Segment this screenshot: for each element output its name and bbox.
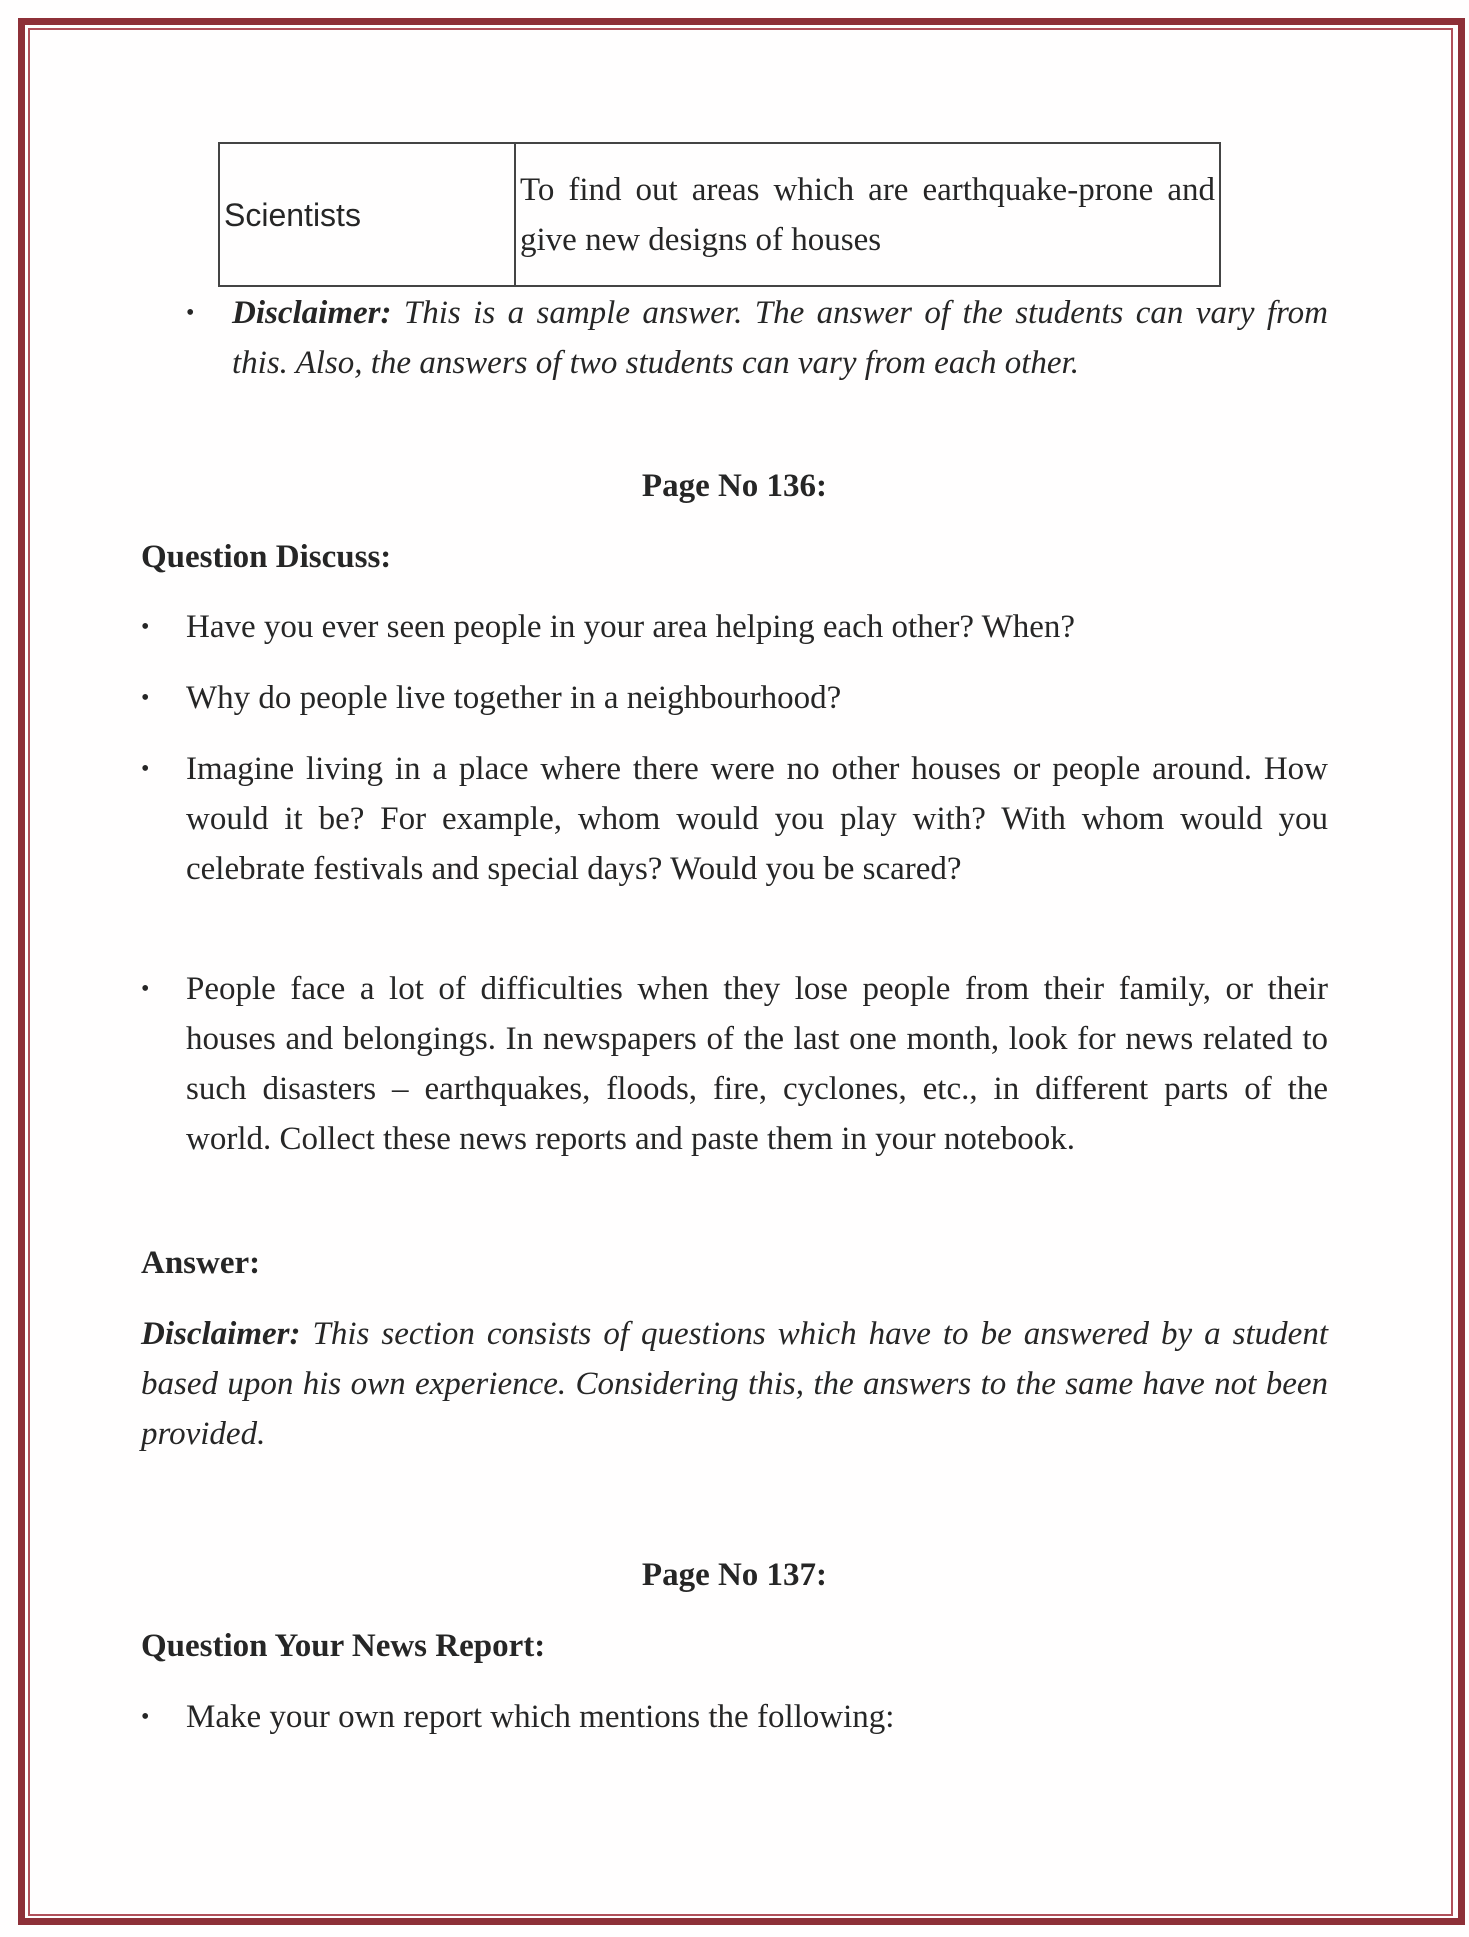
table-row (219, 143, 1220, 286)
bullet-icon: • (141, 685, 150, 711)
list-item: Have you ever seen people in your area helping each other? When? (186, 609, 1076, 645)
list-item: People face a lot of difficulties when they lose people from their family, or their houses and belongings. In newspapers of the last one month, look for news related to such disasters – earthquakes, floods, fire, cyclones, etc., in different parts of the world. Collect these news reports and paste them in your notebook. (186, 971, 1328, 1157)
answer-heading: Answer: (141, 1245, 261, 1281)
question-news-heading: Question Your News Report: (141, 1628, 546, 1664)
bullet-icon: • (186, 300, 195, 326)
disclaimer-label: Disclaimer: (232, 295, 392, 331)
list-item: Imagine living in a place where there were no other houses or people around. How would it be? For example, whom would you play with? With whom would you celebrate festivals and special days? Would you be scared? (186, 751, 1328, 887)
disclaimer-text: This section consists of questions which have to be answered by a student based upon his own experience. Considering this, the answers to the same have not been provided. (141, 1316, 1328, 1452)
page-number-heading: Page No 137: (641, 1557, 828, 1593)
table-cell-role: Scientists (219, 143, 515, 286)
answer-disclaimer (141, 1309, 1328, 1459)
page-number-heading: Page No 136: (641, 468, 828, 504)
list-item: Why do people live together in a neighbourhood? (186, 680, 842, 716)
bullet-icon: • (141, 1704, 150, 1730)
question-discuss-heading: Question Discuss: (141, 539, 392, 575)
bullet-icon: • (141, 614, 150, 640)
bullet-icon: • (141, 756, 150, 782)
disclaimer-text: This is a sample answer. The answer of the students can vary from this. Also, the answers of two students can vary from each other. (232, 295, 1328, 381)
disclaimer-label: Disclaimer: (141, 1316, 301, 1352)
list-item: Make your own report which mentions the following: (186, 1699, 895, 1735)
disclaimer-sample-answer (232, 288, 1328, 388)
roles-table (218, 142, 1221, 287)
bullet-icon: • (141, 976, 150, 1002)
table-cell-task: To find out areas which are earthquake-prone and give new designs of houses (515, 143, 1220, 286)
